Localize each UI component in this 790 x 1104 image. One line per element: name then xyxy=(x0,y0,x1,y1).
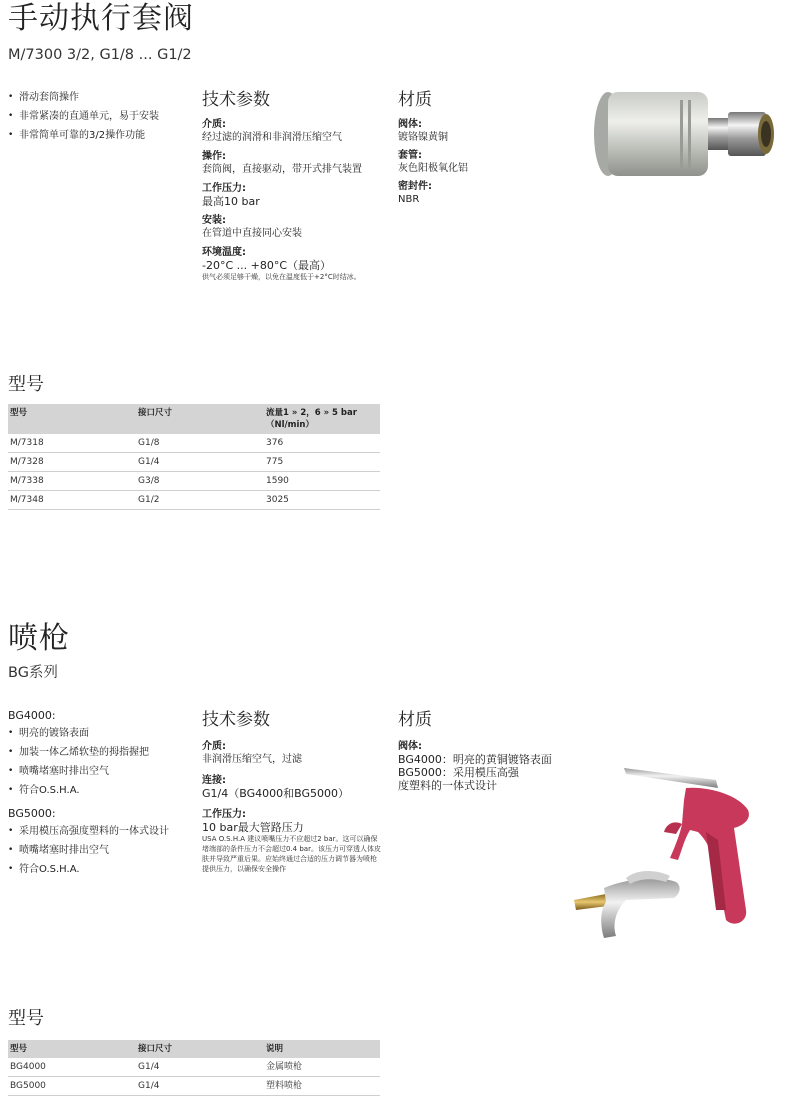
feature-item: • 非常简单可靠的3/2操作功能 xyxy=(8,126,159,145)
cell-description: 塑料喷枪 xyxy=(264,1077,380,1096)
table-row xyxy=(8,453,380,472)
cell-model: BG4000 xyxy=(8,1058,136,1077)
param-label: 介质: xyxy=(202,119,226,130)
param-mounting xyxy=(202,214,362,240)
group2-label: BG5000: xyxy=(8,807,56,820)
section2-tech xyxy=(202,710,382,880)
group2-list xyxy=(8,822,169,879)
table-row xyxy=(8,491,380,510)
section1-model-heading: 型号 xyxy=(8,374,44,395)
tech-heading: 技术参数 xyxy=(202,90,270,110)
blow-gun-image xyxy=(566,760,780,950)
section1-model-table xyxy=(8,404,380,510)
param-connection xyxy=(202,774,382,800)
section1-tech xyxy=(202,90,362,288)
feature-item: • 喷嘴堵塞时排出空气 xyxy=(8,841,169,860)
param-label: 环境温度: xyxy=(202,247,246,258)
feature-item: • 采用模压高强度塑料的一体式设计 xyxy=(8,822,169,841)
param-value: 非润滑压缩空气，过滤 xyxy=(202,754,302,765)
header-port: 接口尺寸 xyxy=(136,1040,264,1058)
section2-title: 喷枪 xyxy=(8,621,70,656)
cell-port: G1/4 xyxy=(136,1077,264,1096)
cell-flow: 376 xyxy=(264,434,380,453)
param-value: G1/4（BG4000和BG5000） xyxy=(202,787,349,800)
material-value: 镀铬镍黄铜 xyxy=(398,132,448,143)
table-header-row xyxy=(8,404,380,434)
material-value: 灰色阳极氧化铝 xyxy=(398,163,468,174)
cell-model: BG5000 xyxy=(8,1077,136,1096)
feature-item: • 滑动套筒操作 xyxy=(8,88,159,107)
materials-heading: 材质 xyxy=(398,710,432,730)
header-flow-line2: （Nl/min） xyxy=(266,420,314,430)
feature-item: • 加装一体乙烯软垫的拇指握把 xyxy=(8,743,169,762)
cell-description: 金属喷枪 xyxy=(264,1058,380,1077)
materials-heading: 材质 xyxy=(398,90,432,110)
section1-materials xyxy=(398,90,468,212)
feature-item: • 非常紧凑的直通单元，易于安装 xyxy=(8,107,159,126)
param-note: 供气必须足够干燥，以免在温度低于+2°C时结冰。 xyxy=(202,273,361,281)
param-value: 套筒阀，直接驱动，带开式排气装置 xyxy=(202,164,362,175)
section2-features xyxy=(8,708,169,879)
table-row xyxy=(8,472,380,491)
section1-subtitle: M/7300 3/2, G1/8 ... G1/2 xyxy=(8,47,192,63)
sleeve-valve-image xyxy=(588,82,778,192)
cell-flow: 775 xyxy=(264,453,380,472)
header-flow xyxy=(264,404,380,434)
material-sleeve xyxy=(398,149,468,175)
table-row xyxy=(8,434,380,453)
cell-port: G1/4 xyxy=(136,1058,264,1077)
cell-model: M/7338 xyxy=(8,472,136,491)
material-label: 套管: xyxy=(398,150,422,161)
cell-port: G1/4 xyxy=(136,453,264,472)
cell-flow: 3025 xyxy=(264,491,380,510)
feature-item: • 符合O.S.H.A. xyxy=(8,860,169,879)
param-value: 在管道中直接同心安装 xyxy=(202,228,302,239)
param-value: 10 bar最大管路压力 xyxy=(202,821,304,834)
material-value: NBR xyxy=(398,194,420,205)
param-label: 工作压力: xyxy=(202,809,246,820)
param-label: 介质: xyxy=(202,741,226,752)
header-model: 型号 xyxy=(8,1040,136,1058)
cell-port: G1/2 xyxy=(136,491,264,510)
param-value: 经过滤的润滑和非润滑压缩空气 xyxy=(202,132,342,143)
feature-item: • 喷嘴堵塞时排出空气 xyxy=(8,762,169,781)
material-seal xyxy=(398,180,468,206)
material-line: BG5000：采用模压高强 xyxy=(398,766,519,779)
tech-heading: 技术参数 xyxy=(202,710,270,730)
param-value: -20°C ... +80°C（最高） xyxy=(202,259,332,272)
section2-subtitle: BG系列 xyxy=(8,665,58,681)
material-line: 度塑料的一体式设计 xyxy=(398,779,497,792)
section2-model-heading: 型号 xyxy=(8,1008,44,1029)
param-label: 工作压力: xyxy=(202,183,246,194)
cell-flow: 1590 xyxy=(264,472,380,491)
param-label: 安装: xyxy=(202,215,226,226)
section2-materials xyxy=(398,710,552,792)
param-pressure xyxy=(202,182,362,208)
table-row xyxy=(8,1058,380,1077)
material-label: 阀体: xyxy=(398,741,422,752)
cell-port: G3/8 xyxy=(136,472,264,491)
header-description: 说明 xyxy=(264,1040,380,1058)
material-line: BG4000：明亮的黄铜镀铬表面 xyxy=(398,753,552,766)
table-row xyxy=(8,1077,380,1096)
param-operation xyxy=(202,150,362,176)
header-model: 型号 xyxy=(8,404,136,434)
section1-features xyxy=(8,88,159,145)
cell-model: M/7318 xyxy=(8,434,136,453)
param-temperature xyxy=(202,246,362,282)
param-pressure xyxy=(202,808,382,874)
param-note: USA O.S.H.A 建议喷嘴压力不应超过2 bar。这可以确保堵端部的条件压力不会超过0.4 bar。该压力可穿透人体皮肤并导致严重后果。应始终通过合适的压力调节器为喷枪提供压力，以确保安全操作 xyxy=(202,835,381,873)
group1-list xyxy=(8,724,169,800)
group1-label: BG4000: xyxy=(8,709,56,722)
param-value: 最高10 bar xyxy=(202,195,260,208)
param-medium xyxy=(202,118,362,144)
header-flow-line1: 流量1 » 2，6 » 5 bar xyxy=(266,408,357,418)
material-body xyxy=(398,118,468,144)
material-label: 阀体: xyxy=(398,119,422,130)
cell-model: M/7348 xyxy=(8,491,136,510)
header-port: 接口尺寸 xyxy=(136,404,264,434)
feature-item: • 明亮的镀铬表面 xyxy=(8,724,169,743)
section1-title: 手动执行套阀 xyxy=(8,1,194,36)
cell-model: M/7328 xyxy=(8,453,136,472)
material-label: 密封件: xyxy=(398,181,432,192)
param-medium xyxy=(202,740,382,766)
cell-port: G1/8 xyxy=(136,434,264,453)
param-label: 连接: xyxy=(202,775,226,786)
param-label: 操作: xyxy=(202,151,226,162)
section2-model-table xyxy=(8,1040,380,1096)
table-header-row xyxy=(8,1040,380,1058)
feature-item: • 符合O.S.H.A. xyxy=(8,781,169,800)
